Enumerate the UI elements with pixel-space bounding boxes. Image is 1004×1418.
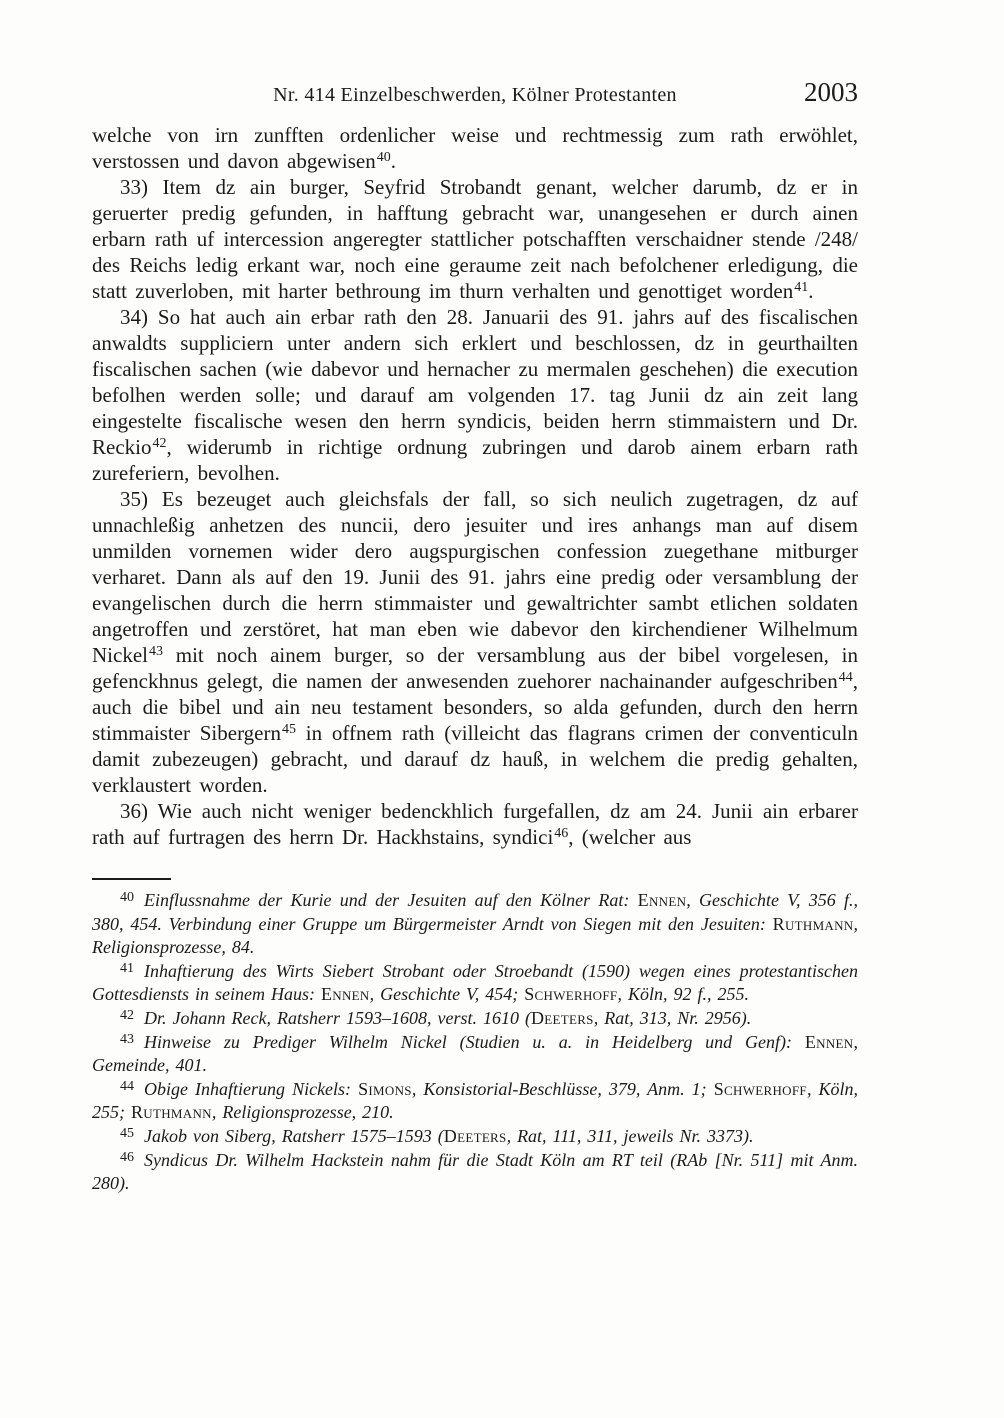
paragraph: 36) Wie auch nicht weniger bedenckhlich furgefallen, dz am 24. Junii ain erbarer rath auf furtragen des herrn Dr. Hackhstains, syndici$^{46}$, (welcher aus (92, 799, 858, 849)
footnote-reference: 43 (148, 644, 163, 659)
footnote-number: 42 (120, 1007, 134, 1023)
footnote (92, 1078, 858, 1125)
footnote-number: 44 (120, 1078, 134, 1094)
footnote-text: , Köln, 255; (92, 1078, 858, 1123)
footnote-reference: 40 (376, 150, 391, 165)
footnote (92, 1031, 858, 1078)
footnote-text: Hinweise zu Prediger Wilhelm Nickel (Studien u. a. in Heidelberg und Genf): (144, 1031, 805, 1052)
footnote-author-name: Ruthmann (131, 1102, 212, 1123)
body-text (92, 122, 858, 850)
footnote-text: Jakob von Siberg, Ratsherr 1575–1593 ( (144, 1125, 444, 1146)
footnote-text: , Konsistorial-Beschlüsse, 379, Anm. 1; (411, 1078, 714, 1099)
footnote-text: , Gemeinde, 401. (92, 1031, 858, 1076)
footnote-author-name: Ennen (804, 1031, 854, 1052)
footnote-text: , Köln, 92 f., 255. (617, 984, 749, 1005)
footnote-text: , Religionsprozesse, 210. (211, 1102, 394, 1123)
footnote (92, 960, 858, 1007)
footnote (92, 889, 858, 960)
footnote-author-name: Schwerhoff (713, 1078, 807, 1099)
footnote-author-name: Ruthmann (772, 913, 854, 934)
footnote-author-name: Ennen (320, 984, 370, 1005)
footnote-text: , Rat, 111, 311, jeweils Nr. 3373). (506, 1125, 754, 1146)
footnote-reference: 41 (794, 280, 809, 295)
footnote-text: Dr. Johann Reck, Ratsherr 1593–1608, verst. 1610 ( (144, 1007, 531, 1028)
footnote-author-name: Simons (358, 1078, 412, 1099)
footnote-number: 41 (120, 960, 134, 976)
footnote (92, 1149, 858, 1196)
footnote-number: 43 (120, 1031, 134, 1047)
footnote-author-name: Deeters (530, 1007, 594, 1028)
footnote-reference: 44 (838, 670, 853, 685)
footnote-reference: 46 (554, 826, 569, 841)
footnote-number: 46 (120, 1149, 134, 1165)
paragraph: 34) So hat auch ain erbar rath den 28. Januarii des 91. jahrs auf des fiscalischen anwaldts suppliciern unter andern sich erklert und beschlossen, dz in geurthailten fiscalischen sachen (wie dabevor und hernacher zu mermalen geschehen) die execution befolhen werden solle; und darauf am volgenden 17. tag Junii dz ain zeit lang eingestelte fiscalische wesen den herrn syndicis, beiden herrn stimmaistern und Dr. Reckio$^{42}$, widerumb in richtige ordnung zubringen und darob ainem erbarn rath zureferiern, bevolhen. (92, 305, 858, 485)
page-number: 2003 (804, 77, 858, 107)
footnote-number: 45 (120, 1125, 134, 1141)
footnote-number: 40 (120, 890, 134, 905)
paragraph: 33) Item dz ain burger, Seyfrid Strobandt genant, welcher darumb, dz er in geruerter predig gefunden, in hafftung gebracht war, unangesehen er durch ainen erbarn rath uf intercession angeregter stattlicher potschafften verschaidner stende /248/ des Reichs ledig erkant war, noch eine geraume zeit nach befolchener erledigung, die statt zuverloben, mit harter bethroung im thurn verhalten und genottiget worden$^{41}$. (92, 175, 858, 303)
footnote-separator (92, 878, 171, 880)
footnote-text: , Religionsprozesse, 84. (92, 913, 858, 958)
footnote-text: Obige Inhaftierung Nickels: (144, 1078, 359, 1099)
running-head-title: Nr. 414 Einzelbeschwerden, Kölner Protestanten (273, 84, 677, 106)
paragraph: 35) Es bezeuget auch gleichsfals der fall, so sich neulich zugetragen, dz auf unnachleßig anhetzen des nuncii, dero jesuiter und ires anhangs man auf disem unmilden vornemen wider dero augspurgischen confession zuegethane mitburger verharet. Dann als auf den 19. Junii des 91. jahrs eine predig oder versamblung der evangelischen durch die herrn stimmaister und gewaltrichter sambt etlichen soldaten angetroffen und zerstöret, hat man eben wie dabevor den kirchendiener Wilhelmum Nickel$^{43}$ mit noch ainem burger, so der versamblung aus der bibel vorgelesen, in gefenckhnus gelegt, die namen der anwesenden zuehorer nachainander aufgeschriben$^{44}$, auch die bibel und ain neu testament besonders, so alda gefunden, durch den herrn stimmaister Sibergern$^{45}$ in offnem rath (villeicht das flagrans crimen der conventiculn damit zubezeugen) gebracht, und darauf dz hauß, in welchem die predig gehalten, verklaustert worden. (92, 487, 858, 797)
footnote-text: , Rat, 313, Nr. 2956). (593, 1007, 752, 1028)
footnotes (92, 889, 858, 1196)
running-head (92, 77, 858, 110)
footnote (92, 1007, 858, 1031)
footnote-author-name: Schwerhoff (524, 984, 618, 1005)
footnote-reference: 45 (282, 722, 296, 737)
footnote-text: Syndicus Dr. Wilhelm Hackstein nahm für die Stadt Köln am RT teil (RAb [Nr. 511] mit Anm. 280). (92, 1149, 858, 1194)
footnote (92, 1125, 858, 1149)
footnote-author-name: Deeters (443, 1125, 507, 1146)
footnote-reference: 42 (152, 436, 167, 451)
footnote-text: Inhaftierung des Wirts Siebert Strobant oder Stroebandt (1590) wegen eines protestantischen Gottesdiensts in seinem Haus: (92, 960, 858, 1005)
footnote-text: , Geschichte V, 356 f., 380, 454. Verbindung einer Gruppe um Bürgermeister Arndt von Siegen mit den Jesuiten: (92, 890, 858, 934)
footnote-text: , Geschichte V, 454; (369, 984, 525, 1005)
footnote-author-name: Ennen (637, 890, 687, 910)
paragraph: welche von irn zunfften ordenlicher weise und rechtmessig zum rath erwöhlet, verstossen und davon abgewisen$^{40}$. (92, 123, 858, 173)
footnote-text: Einflussnahme der Kurie und der Jesuiten auf den Kölner Rat: (144, 890, 638, 910)
